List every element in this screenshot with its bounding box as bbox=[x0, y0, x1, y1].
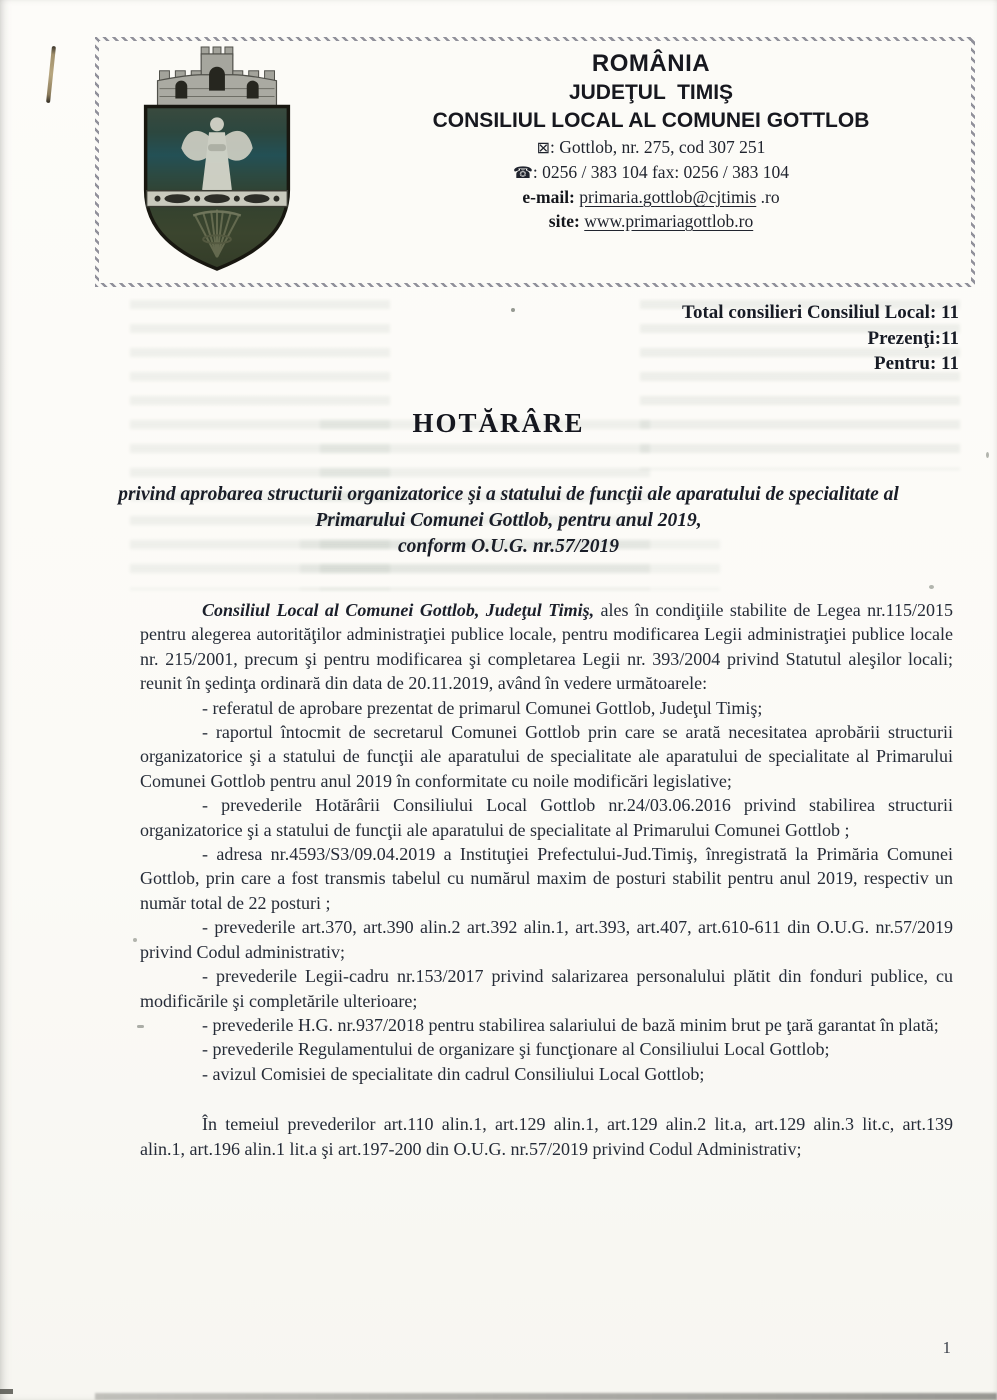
opening-paragraph bbox=[140, 598, 953, 696]
scan-speck bbox=[511, 308, 515, 312]
closing-paragraph: În temeiul prevederilor art.110 alin.1, art.129 alin.1, art.129 alin.2 lit.a, art.129 alin.3 lit.c, art.139 alin.1, art.196 alin.1 lit.a şi art.197-200 din O.U.G. nr.57/2019 privind Codul Administrativ; bbox=[140, 1114, 953, 1159]
phone-line bbox=[339, 160, 963, 185]
country-name: ROMÂNIA bbox=[591, 50, 711, 77]
staple-mark bbox=[46, 46, 56, 103]
present-councillors: Prezenţi:11 bbox=[867, 327, 959, 349]
email-line bbox=[339, 185, 963, 209]
subtitle-line: privind aprobarea structurii organizatorice şi a statului de funcţii ale aparatului de specialitate al bbox=[118, 484, 899, 505]
considerent-item: - avizul Comisiei de specialitate din cadrul Consiliului Local Gottlob; bbox=[202, 1063, 705, 1084]
email-label: e-mail: bbox=[522, 187, 575, 207]
email-suffix: .ro bbox=[756, 187, 780, 207]
phone-icon: ☎ bbox=[512, 163, 533, 182]
scan-bottom-edge bbox=[95, 1393, 997, 1400]
considerent-item: - prevederile H.G. nr.937/2018 pentru stabilirea salariului de bază minim brut pe ţară garantat în plată; bbox=[202, 1014, 939, 1035]
considerent-item: - referatul de aprobare prezentat de primarul Comunei Gottlob, Judeţul Timiş; bbox=[202, 697, 763, 718]
considerent-item: - prevederile art.370, art.390 alin.2 art.392 alin.1, art.393, art.407, art.610-611 din O.U.G. nr.57/2019 privind Codul administrativ; bbox=[140, 917, 953, 962]
considerent-item: - prevederile Legii-cadru nr.153/2017 privind salarizarea personalului plătit din fonduri publice, cu modificările şi completările ulterioare; bbox=[140, 966, 953, 1011]
address-text: : Gottlob, nr. 275, cod 307 251 bbox=[550, 137, 766, 157]
scan-corner-mark bbox=[0, 1389, 13, 1394]
council-info-block bbox=[682, 300, 959, 377]
scan-speck bbox=[929, 585, 934, 589]
document-subtitle bbox=[60, 482, 957, 560]
site-label: site: bbox=[548, 211, 580, 231]
scan-speck bbox=[133, 938, 137, 942]
letterhead-inner bbox=[99, 41, 971, 283]
votes-for: Pentru: 11 bbox=[874, 353, 959, 374]
site-line bbox=[339, 209, 963, 233]
considerent-item: - raportul întocmit de secretarul Comunei Gottlob prin care se arată necesitatea aprobării structurii organizatorice şi a statului de funcţii ale aparatului de specialitate ale aparatului de specialitate al Primarului Comunei Gottlob pentru anul 2019 în conformitate cu noile modificări legislative; bbox=[140, 722, 953, 791]
opening-lead: Consiliul Local al Comunei Gottlob, Judeţul Timiş, bbox=[202, 600, 595, 620]
institution-name: CONSILIUL LOCAL AL COMUNEI GOTTLOB bbox=[432, 109, 870, 132]
gottlob-coat-of-arms bbox=[117, 45, 317, 273]
letterhead-box bbox=[95, 37, 975, 287]
considerent-item: - prevederile Regulamentului de organizare şi funcţionare al Consiliului Local Gottlob; bbox=[202, 1039, 830, 1060]
envelope-icon: ⊠ bbox=[536, 138, 551, 157]
subtitle-line: conform O.U.G. nr.57/2019 bbox=[397, 536, 620, 557]
total-councillors: Total consilieri Consiliul Local: 11 bbox=[682, 302, 959, 323]
letterhead-text bbox=[339, 49, 963, 233]
scan-speck bbox=[986, 452, 989, 458]
considerent-item: - prevederile Hotărârii Consiliului Local Gottlob nr.24/03.06.2016 privind stabilirea structurii organizatorice şi a statului de funcţii ale aparatului de specialitate al Primarului Comunei Gottlob ; bbox=[140, 795, 953, 840]
subtitle-line: Primarului Comunei Gottlob, pentru anul 2019, bbox=[315, 510, 702, 531]
county-name: JUDEŢUL TIMIŞ bbox=[568, 81, 734, 104]
site-address: www.primariagottlob.ro bbox=[584, 211, 754, 231]
considerent-item: - adresa nr.4593/S3/09.04.2019 a Instituţiei Prefectului-Jud.Timiş, înregistrată la Primăria Comunei Gottlob, prin care a fost transmis tabelul cu numărul maxim de posturi stabilit pentru anul 2019, respectiv un număr total de 22 posturi ; bbox=[140, 844, 953, 913]
address-line bbox=[339, 135, 963, 160]
document-body bbox=[140, 598, 953, 1161]
shield-icon bbox=[146, 106, 289, 269]
document-title: HOTĂRÂRE bbox=[412, 408, 585, 438]
opening-rest: ales în condiţiile stabilite de Legea nr.115/2015 pentru alegerea autorităţilor administraţiei publice locale, pentru modificarea Legii administraţiei publice locale nr. 215/2001, precum şi pentru modificarea şi completarea Legii nr. 393/2004 privind Statutul aleşilor locali; reunit în şedinţa ordinară din data de 20.11.2019, având în vedere următoarele: bbox=[140, 600, 954, 694]
phone-text: : 0256 / 383 104 fax: 0256 / 383 104 bbox=[532, 162, 790, 182]
page-number: 1 bbox=[942, 1338, 951, 1357]
email-address: primaria.gottlob@cjtimis bbox=[579, 187, 757, 207]
mural-crown-icon bbox=[158, 47, 277, 106]
ornamental-band bbox=[147, 191, 288, 207]
